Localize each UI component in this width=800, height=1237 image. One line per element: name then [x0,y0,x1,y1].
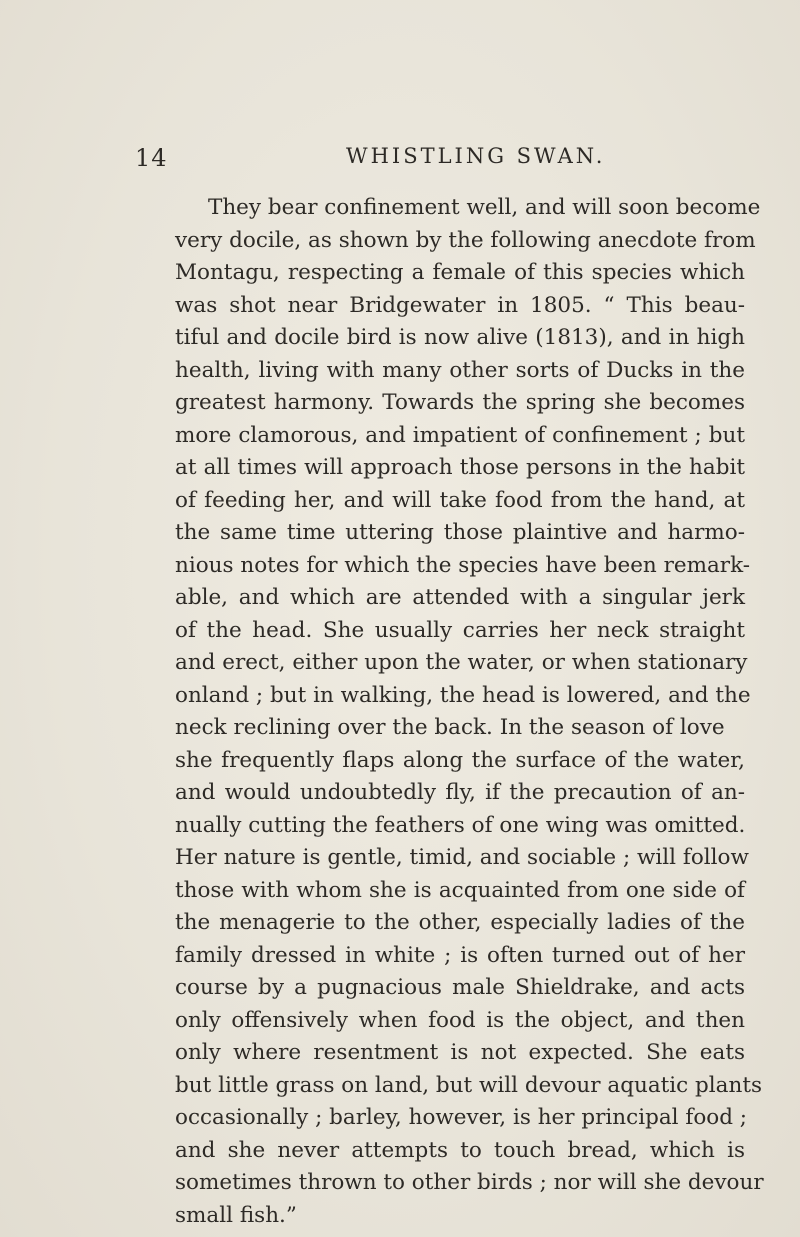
text-line: and would undoubtedly fly, if the precaution of an- [175,780,745,805]
text-line: she frequently flaps along the surface of the water, [175,747,745,773]
text-line: They bear confinement well, and will soon become [208,195,761,220]
text-line: only offensively when food is the object, and then [175,1007,745,1033]
text-line: the menagerie to the other, especially ladies of the [175,910,745,935]
text-line: small fish.” [175,1202,297,1228]
text-line: only where resentment is not expected. She eats [175,1040,745,1065]
text-line: the same time uttering those plaintive and harmo- [175,520,745,545]
running-title: WHISTLING SWAN. [346,144,606,168]
text-line: course by a pugnacious male Shieldrake, and acts [175,975,745,1000]
page-number: 14 [135,144,168,172]
text-line: very docile, as shown by the following anecdote from [175,227,756,253]
text-line: was shot near Bridgewater in 1805. “ This beau- [175,292,745,318]
text-line: nually cutting the feathers of one wing was omitted. [175,812,746,838]
text-line: health, living with many other sorts of Ducks in the [175,357,745,383]
text-line: family dressed in white ; is often turned out of her [175,942,745,968]
text-line: Montagu, respecting a female of this species which [175,260,745,285]
text-line: greatest harmony. Towards the spring she becomes [175,390,745,415]
text-line: of feeding her, and will take food from the hand, at [175,487,745,513]
text-line: nious notes for which the species have been remark- [175,552,750,578]
text-line: Her nature is gentle, timid, and sociable ; will follow [175,845,749,870]
text-line: but little grass on land, but will devour aquatic plants [175,1072,763,1098]
text-line: occasionally ; barley, however, is her principal food ; [175,1105,748,1130]
text-line: neck reclining over the back. In the season of love [175,715,725,740]
text-line: and erect, either upon the water, or when stationary [175,650,748,675]
text-line: those with whom she is acquainted from one side of [175,877,745,903]
body-paragraph [175,192,764,1232]
text-line: tiful and docile bird is now alive (1813), and in high [175,325,745,350]
text-line: onland ; but in walking, the head is lowered, and the [175,682,751,708]
text-line: of the head. She usually carries her neck straight [175,617,745,643]
text-line: sometimes thrown to other birds ; nor will she devour [175,1170,764,1195]
text-line: and she never attempts to touch bread, which is [175,1137,745,1163]
page-header [135,144,735,184]
text-line: able, and which are attended with a singular jerk [175,585,745,610]
text-line: at all times will approach those persons in the habit [175,455,745,480]
text-line: more clamorous, and impatient of confinement ; but [175,422,745,448]
